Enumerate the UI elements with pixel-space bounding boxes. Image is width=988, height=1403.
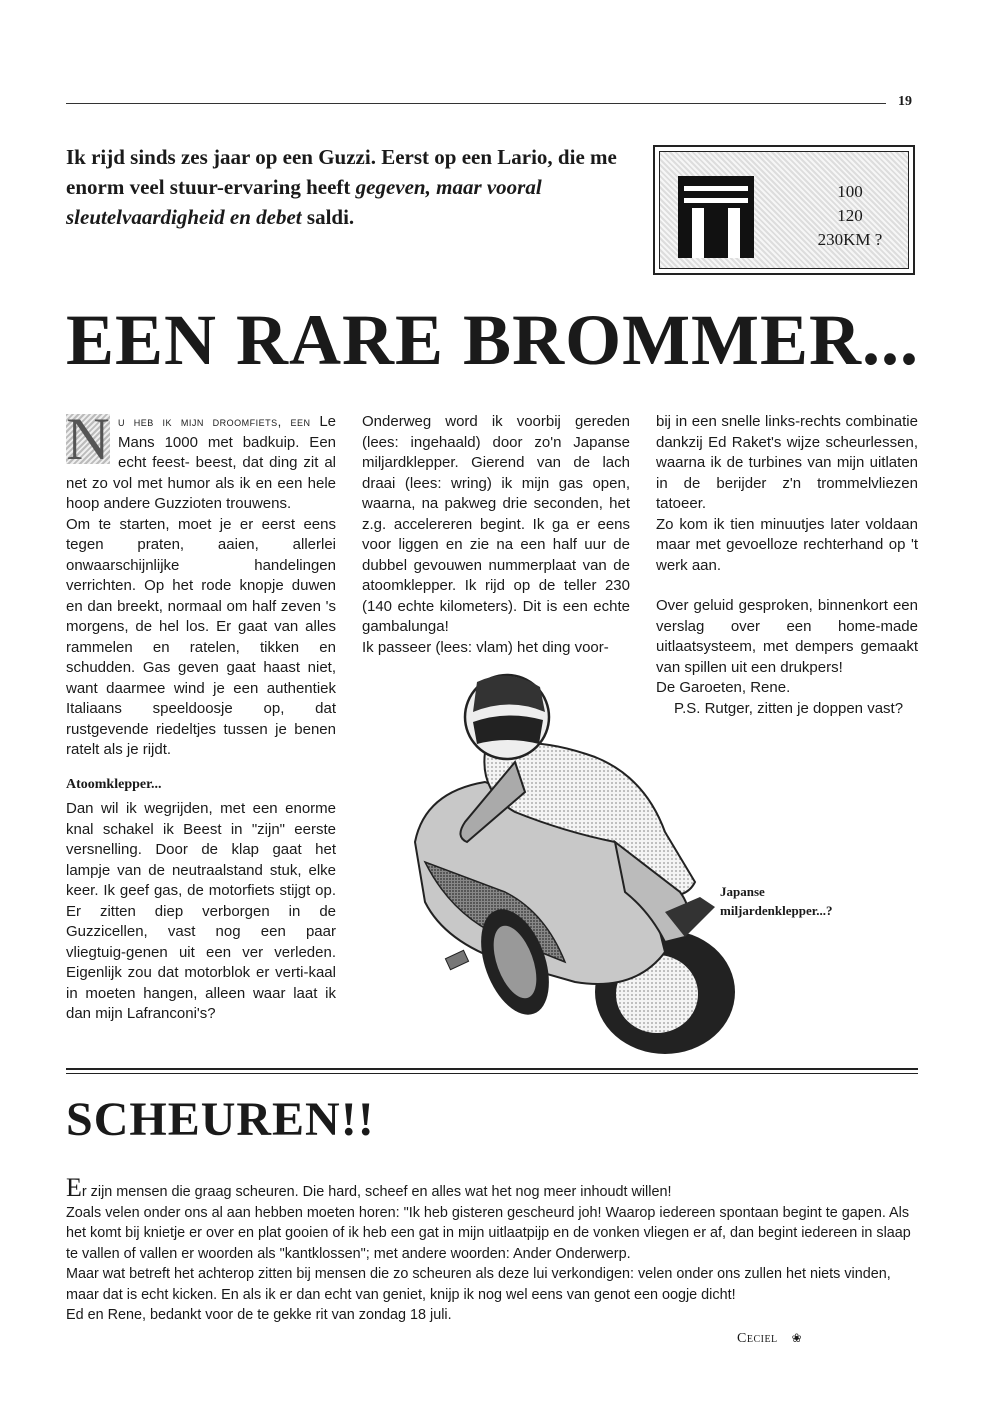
col1-p3: Dan wil ik wegrijden, met een enorme knal schakel ik Beest in "zijn" eerste versnelling. Door de klap gaat het lampje van de neutraalstand stuk, elke keer. Ik geef gas, de motorfiets stijgt op. Er zitten diep verborgen in de Guzzicellen, vast nog een paar vliegtuig-genen uit een ver verleden. Eigenlijk zou dat motorblok er verti-kaal in moeten hangen, alleen waar laat ik dan mijn Lafranconi's? <box>66 800 336 1022</box>
signature: De Garoeten, Rene. <box>656 679 791 696</box>
page-number: 19 <box>898 94 912 109</box>
scheuren-title: SCHEUREN!! <box>66 1093 375 1146</box>
article-title: EEN RARE BROMMER... <box>66 300 920 380</box>
scheuren-body <box>66 1173 922 1326</box>
subhead-atoomklepper: Atoomklepper... <box>66 776 162 792</box>
intro-part-1: Ik rijd sinds zes jaar op een Guzzi. Eerst op een Lario, die me enorm veel stuur-ervaring heeft <box>66 145 617 199</box>
motorcycle-illustration <box>395 662 755 1064</box>
highway-speed-sign <box>653 145 915 275</box>
highway-icon <box>678 176 754 258</box>
intro-text <box>66 142 626 232</box>
intro-part-3: saldi. <box>301 205 355 229</box>
postscript: P.S. Rutger, zitten je doppen vast? <box>674 699 904 717</box>
col3-p2: Zo kom ik tien minuutjes later voldaan maar met gevoelloze rechterhand op 't werk aan. <box>656 515 918 574</box>
scheuren-p4: Ed en Rene, bedankt voor de te gekke rit van zondag 18 juli. <box>66 1307 452 1323</box>
section-divider <box>66 1068 918 1070</box>
intro-part-2: gegeven, maar vooral sleutelvaardigheid en debet <box>66 175 542 229</box>
top-rule <box>66 103 886 104</box>
column-2 <box>362 412 630 658</box>
scheuren-p1: r zijn mensen die graag scheuren. Die hard, scheef en alles wat het nog meer inhoudt willen! <box>81 1184 672 1200</box>
lead-smallcaps: u heb ik mijn droomfiets, een <box>118 414 311 429</box>
drop-cap: N <box>66 406 110 472</box>
speed-120: 120 <box>837 206 863 225</box>
author-name: Ceciel <box>737 1331 778 1346</box>
scheuren-p2: Zoals velen onder ons al aan hebben moeten horen: "Ik heb gisteren gescheurd joh! Waarop iedereen spontaan begint te gapen. Als het komt bij knietje er over en plat gooien of ik heb een gat in mijn uitlaatpijp en de vonken vliegen er af, dan begint iedereen in slaap te vallen of vallen er woorden als "kantklossen"; met andere woorden: Ander Onderwerp. <box>66 1204 911 1262</box>
guzzi-eagle-icon: ❀ <box>791 1331 803 1345</box>
col2-p1: Onderweg word ik voorbij gereden (lees: ingehaald) door zo'n Japanse miljardklepper. Gierend van de lach draai (lees: wring) ik mijn gas open, waarna, na pakweg drie seconden, het z.g. accelereren begint. Ik ga er eens voor liggen en zie na een half uur de dubbel gevouwen nummerplaat van de atoomklepper. Ik rijd op de teller 230 (140 echte kilometers). Dit is een echte gambalunga! <box>362 413 630 635</box>
col3-p3: Over geluid gesproken, binnenkort een verslag over een home-made uitlaatsysteem, met dempers gemaakt van spillen uit een drukpers! <box>656 597 918 676</box>
col3-p1: bij in een snelle links-rechts combinatie dankzij Ed Raket's wijze scheurlessen, waarna ik de turbines van mijn uitlaten in de berijder z'n trommelvliezen tatoeer. <box>656 413 918 512</box>
caption-line-2: miljardenklepper...? <box>720 903 833 918</box>
col2-p2: Ik passeer (lees: vlam) het ding voor- <box>362 638 609 656</box>
first-letter: E <box>66 1173 82 1202</box>
illustration-caption <box>720 882 833 920</box>
column-1 <box>66 406 336 1025</box>
speed-230: 230KM ? <box>817 230 883 249</box>
col1-p2: Om te starten, moet je er eerst eens tegen praten, aaien, allerlei onwaarschijnlijke handelingen verrichten. Op het rode knopje duwen en dan breekt, normaal om half zeven 's morgens, de hel los. Er gaat van alles rammelen en ratelen, tikken en schudden. Gas geven gaat haast niet, want daarmee wind je een authentiek Italiaans speeldoosje op, dat rustgevende riedeltjes tussen je benen ratelt als je rijdt. <box>66 515 336 758</box>
author-signoff <box>737 1331 802 1347</box>
caption-line-1: Japanse <box>720 884 765 899</box>
speed-100: 100 <box>837 182 863 201</box>
section-divider-thin <box>66 1073 918 1074</box>
col1-p1: Le Mans 1000 met badkuip. Een echt feest- beest, dat ding zit al net zo vol met humor als ik en een hele hoop andere Guzzioten trouwens. <box>66 413 336 512</box>
scheuren-p3: Maar wat betreft het achterop zitten bij mensen die zo scheuren als deze lui verkondigen: velen onder ons zullen het niets vinden, maar dat is echt kicken. En als ik er dan echt van geniet, knijp ik nog wel eens van genot een oogje dicht! <box>66 1266 891 1303</box>
